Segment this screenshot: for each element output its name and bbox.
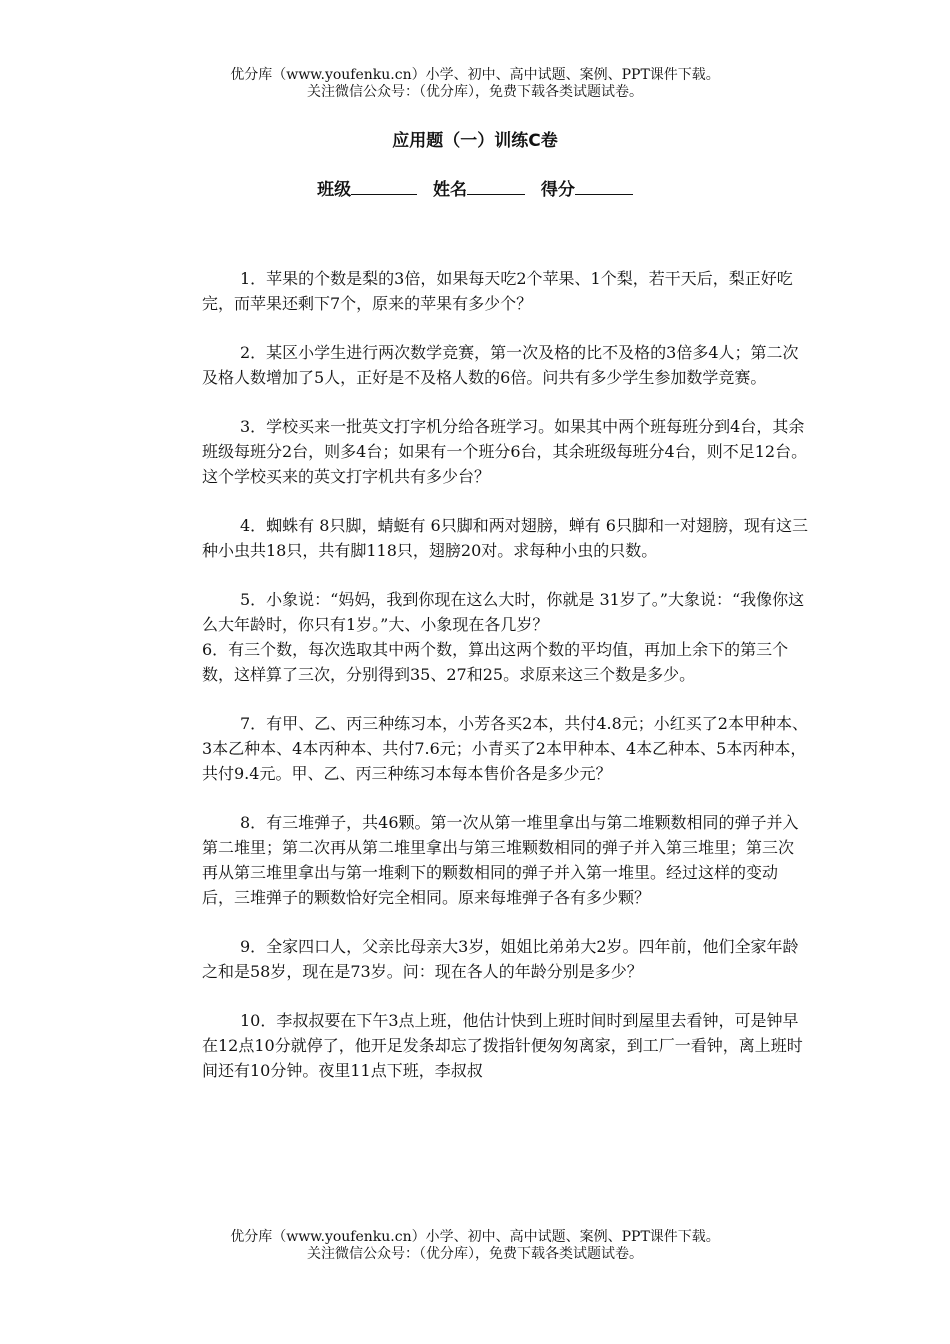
class-blank	[351, 178, 417, 195]
footer-line-1: 优分库（www.youfenku.cn）小学、初中、高中试题、案例、PPT课件下载。	[230, 1229, 720, 1245]
question-list	[202, 266, 808, 1083]
question-7: 7．有甲、乙、丙三种练习本，小芳各买2本，共付4.8元；小红买了2本甲种本、3本乙种本、4本丙种本、共付7.6元；小青买了2本甲种本、4本乙种本、5本丙种本，共付9.4元。甲、乙、丙三种练习本每本售价各是多少元？	[202, 714, 808, 783]
header-line-1: 优分库（www.youfenku.cn）小学、初中、高中试题、案例、PPT课件下载。	[230, 67, 720, 83]
class-label: 班级	[317, 180, 352, 200]
question-4: 4．蜘蛛有 8只脚，蜻蜓有 6只脚和两对翅膀，蝉有 6只脚和一对翅膀，现有这三种小虫共18只，共有脚118只，翅膀20对。求每种小虫的只数。	[202, 516, 808, 560]
question-2: 2．某区小学生进行两次数学竞赛，第一次及格的比不及格的3倍多4人；第二次及格人数增加了5人，正好是不及格人数的6倍。问共有多少学生参加数学竞赛。	[202, 343, 799, 387]
question-10: 10．李叔叔要在下午3点上班，他估计快到上班时间时到屋里去看钟，可是钟早在12点10分就停了，他开足发条却忘了拨指针便匆匆离家，到工厂一看钟，离上班时间还有10分钟。夜里11点下班，李叔叔	[202, 1011, 803, 1080]
page-title: 应用题（一）训练C卷	[392, 131, 558, 151]
name-label: 姓名	[433, 180, 467, 200]
page-header	[0, 67, 950, 101]
question-9: 9．全家四口人，父亲比母亲大3岁，姐姐比弟弟大2岁。四年前，他们全家年龄之和是58岁，现在是73岁。问：现在各人的年龄分别是多少？	[202, 937, 799, 981]
question-1: 1．苹果的个数是梨的3倍，如果每天吃2个苹果、1个梨，若干天后，梨正好吃完，而苹果还剩下7个，原来的苹果有多少个？	[202, 269, 793, 313]
header-line-2: 关注微信公众号：（优分库），免费下载各类试题试卷。	[307, 84, 643, 100]
page-footer	[0, 1229, 950, 1263]
question-5: 5．小象说：“妈妈，我到你现在这么大时，你就是 31岁了。”大象说：“我像你这么大年龄时，你只有1岁。”大、小象现在各几岁？	[202, 590, 805, 634]
score-blank	[575, 178, 633, 195]
footer-line-2: 关注微信公众号：（优分库），免费下载各类试题试卷。	[307, 1246, 643, 1262]
score-label: 得分	[540, 180, 575, 200]
question-3: 3．学校买来一批英文打字机分给各班学习。如果其中两个班每班分到4台，其余班级每班分2台，则多4台；如果有一个班分6台，其余班级每班分4台，则不足12台。这个学校买来的英文打字机共有多少台？	[202, 417, 808, 486]
name-blank	[467, 178, 525, 195]
question-8: 8．有三堆弹子，共46颗。第一次从第一堆里拿出与第二堆颗数相同的弹子并入第二堆里；第二次再从第二堆里拿出与第三堆颗数相同的弹子并入第三堆里；第三次再从第三堆里拿出与第一堆剩下的颗数相同的弹子并入第一堆里。经过这样的变动后，三堆弹子的颗数恰好完全相同。原来每堆弹子各有多少颗？	[202, 813, 799, 907]
student-info-fields	[0, 175, 950, 200]
question-6: 6．有三个数，每次选取其中两个数，算出这两个数的平均值，再加上余下的第三个数，这样算了三次，分别得到35、27和25。求原来这三个数是多少。	[202, 640, 789, 684]
